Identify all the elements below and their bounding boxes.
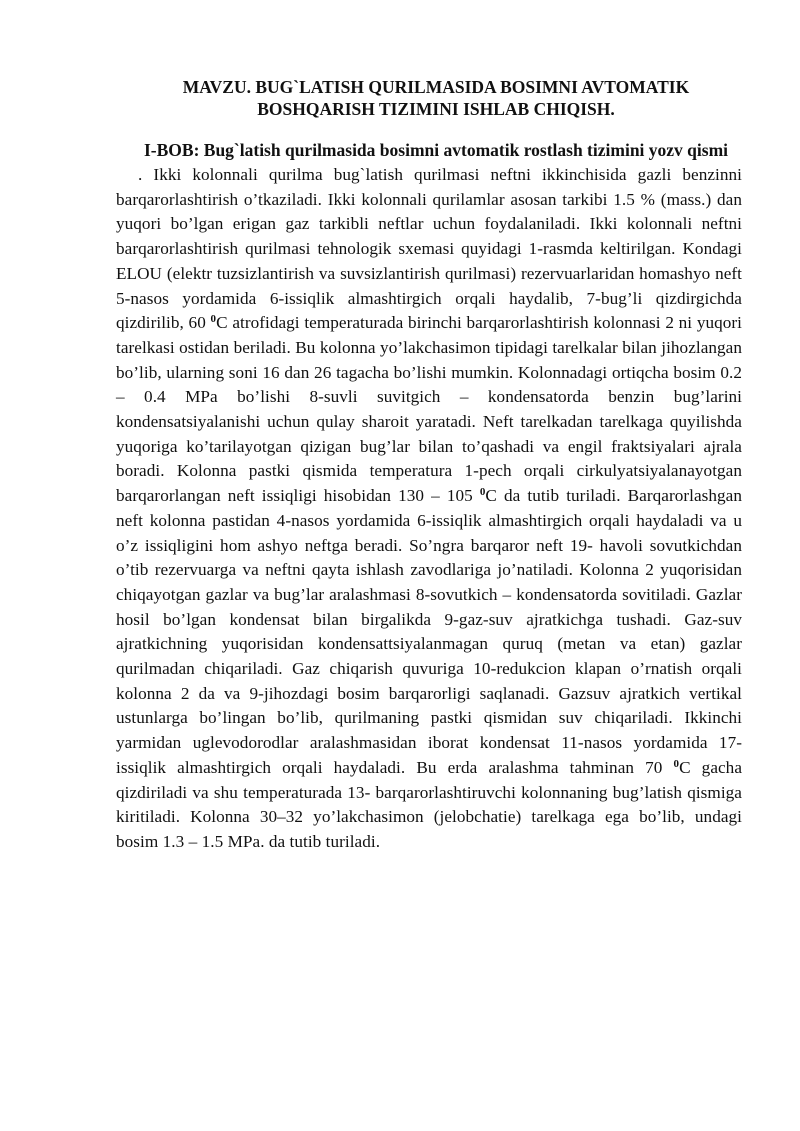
paragraph-segment-4: C gacha qizdiriladi va shu temperaturada 13- barqarorlashtiruvchi kolonnaning bug’latish qismiga kiritiladi. Kolonna 30–32 yo’lakchasimon (jelobchatie) tarelkaga ega bo’lib, undagi bosim 1.3 – 1.5 MPa. da tutib turiladi. [116, 757, 742, 851]
paragraph-segment-2: C atrofidagi temperaturada birinchi barqarorlashtirish kolonnasi 2 ni yuqori tarelkasi ostidan beriladi. Bu kolonna yo’lakchasimon tipidagi tarelkalar bilan jihozlangan bo’lib, ularning soni 16 dan 26 tagacha bo’lishi mumkin. Kolonnadagi ortiqcha bosim 0.2 – 0.4 MPa bo’lishi 8-suvli suvitgich – kondensatorda benzin bug’larini kondensatsiyalanishi uchun qulay sharoit yaratadi. Neft tarelkadan tarelkaga quyilishda yuqoriga ko’tarilayotgan qizigan bug’lar bilan to’qashadi va engil fraktsiyalari ajrala boradi. Kolonna pastki qismida temperatura 1-pech orqali cirkulyatsiyalanayotgan barqarorlangan neft issiqligi hisobidan 130 – 105 [116, 313, 742, 506]
paragraph-segment-3: C da tutib turiladi. Barqarorlashgan neft kolonna pastidan 4-nasos yordamida 6-issiqlik almashtirgich orqali haydaladi va u o’z issiqligini hom ashyo neftga beradi. So’ngra barqaror neft 19- havoli sovutkichdan o’tib rezervuarga va neftni qayta ishlash zavodlariga jo’natiladi. Kolonna 2 yuqorisidan chiqayotgan gazlar va bug’lar aralashmasi 8-sovutkich – kondensatorda sovitiladi. Gazlar hosil bo’lgan kondensat bilan birgalikda 9-gaz-suv ajratkichga tushadi. Gaz-suv ajratkichning yuqorisidan kondensattsiyalanmagan quruq (metan va etan) gazlar qurilmadan chiqariladi. Gaz chiqarish quvuriga 10-redukcion klapan o’rnatish orqali kolonna 2 da va 9-jihozdagi bosim barqarorligi saqlanadi. Gazsuv ajratkich vertikal ustunlarga bo’lingan bo’lib, qurilmaning pastki qismidan suv chiqariladi. Ikkinchi yarmidan uglevodorodlar aralashmasidan iborat kondensat 11-nasos yordamida 17-issiqlik almashtirgich orqali haydaladi. Bu erda aralashma tahminan 70 [116, 486, 742, 777]
document-title [116, 76, 742, 120]
body-paragraph [116, 163, 742, 855]
degree-superscript-1: 0 [210, 313, 217, 326]
degree-superscript-3: 0 [673, 757, 680, 770]
chapter-heading: I-BOB: Bug`latish qurilmasida bosimni avtomatik rostlash tizimini yozv qismi [143, 140, 729, 160]
title-line-1: MAVZU. BUG`LATISH QURILMASIDA BOSIMNI AVTOMATIK [182, 77, 690, 97]
document-page [116, 76, 742, 855]
degree-superscript-2: 0 [479, 486, 486, 499]
title-line-2: BOSHQARISH TIZIMINI ISHLAB CHIQISH. [257, 99, 615, 119]
paragraph-segment-1: . Ikki kolonnali qurilma bug`latish qurilmasi neftni ikkinchisida gazli benzinni barqarorlashtirish o’tkaziladi. Ikki kolonnali qurilamlar asosan tarkibi 1.5 % (mass.) dan yuqori bo’lgan erigan gaz tarkibli neftlar uchun foydalaniladi. Ikki kolonnali neftni barqarorlashtirish qurilmasi tehnologik sxemasi quyidagi 1-rasmda keltirilgan. Kondagi ELOU (elektr tuzsizlantirish va suvsizlantirish qurilmasi) rezervuarlaridan homashyo neft 5-nasos yordamida 6-issiqlik almashtirgich orqali haydalib, 7-bug’li qizdirgichda qizdirilib, 60 [116, 165, 742, 333]
